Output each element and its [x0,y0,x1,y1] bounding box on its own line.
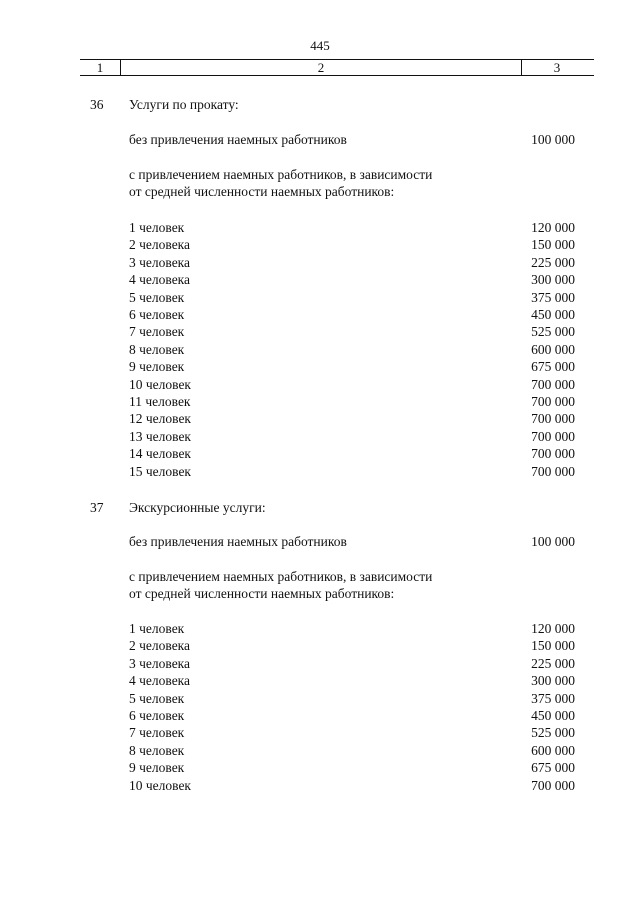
employee-count-value: 700 000 [531,394,575,409]
column-header-2: 2 [120,60,522,75]
employee-count-value: 375 000 [531,290,575,305]
employee-count-label: 8 человек [129,342,185,357]
employee-count-label: 1 человек [129,220,185,235]
employee-count-label: 9 человек [129,760,185,775]
employee-count-label: 10 человек [129,377,191,392]
employee-count-value: 525 000 [531,324,575,339]
employee-count-value: 150 000 [531,237,575,252]
section-number: 37 [90,500,104,515]
employee-count-value: 700 000 [531,429,575,444]
without-employees-value: 100 000 [531,132,575,147]
employee-count-label: 3 человека [129,255,191,270]
employee-count-value: 150 000 [531,638,575,653]
employee-count-value: 300 000 [531,673,575,688]
employee-count-label: 2 человека [129,638,191,653]
column-header-row [80,59,594,76]
without-employees-label: без привлечения наемных работников [129,132,347,147]
without-employees-label: без привлечения наемных работников [129,534,347,549]
employee-count-label: 15 человек [129,464,191,479]
employee-count-value: 675 000 [531,760,575,775]
with-employees-intro-line-2: от средней численности наемных работников: [129,586,395,601]
employee-count-label: 10 человек [129,778,191,793]
employee-count-label: 3 человека [129,656,191,671]
with-employees-intro-line-1: с привлечением наемных работников, в зависимости [129,167,433,182]
employee-count-value: 700 000 [531,778,575,793]
employee-count-value: 700 000 [531,411,575,426]
employee-count-label: 2 человека [129,237,191,252]
employee-count-value: 600 000 [531,743,575,758]
with-employees-intro-line-2: от средней численности наемных работников: [129,184,395,199]
employee-count-value: 700 000 [531,464,575,479]
employee-count-label: 9 человек [129,359,185,374]
employee-count-label: 6 человек [129,708,185,723]
employee-count-label: 12 человек [129,411,191,426]
employee-count-value: 600 000 [531,342,575,357]
employee-count-value: 225 000 [531,656,575,671]
employee-count-value: 525 000 [531,725,575,740]
section-title: Экскурсионные услуги: [129,500,266,515]
employee-count-label: 4 человека [129,272,191,287]
employee-count-label: 11 человек [129,394,191,409]
employee-count-value: 450 000 [531,307,575,322]
employee-count-label: 7 человек [129,324,185,339]
employee-count-value: 300 000 [531,272,575,287]
with-employees-intro-line-1: с привлечением наемных работников, в зависимости [129,569,433,584]
employee-count-label: 6 человек [129,307,185,322]
employee-count-label: 5 человек [129,691,185,706]
employee-count-value: 375 000 [531,691,575,706]
employee-count-label: 5 человек [129,290,185,305]
employee-count-label: 14 человек [129,446,191,461]
employee-count-value: 225 000 [531,255,575,270]
employee-count-label: 1 человек [129,621,185,636]
page-number: 445 [310,38,330,53]
section-number: 36 [90,97,104,112]
employee-count-value: 450 000 [531,708,575,723]
employee-count-value: 120 000 [531,220,575,235]
column-header-1: 1 [96,60,104,75]
employee-count-label: 4 человека [129,673,191,688]
employee-count-label: 13 человек [129,429,191,444]
employee-count-value: 675 000 [531,359,575,374]
employee-count-value: 700 000 [531,446,575,461]
section-title: Услуги по прокату: [129,97,239,112]
column-header-3: 3 [553,60,561,75]
employee-count-label: 7 человек [129,725,185,740]
without-employees-value: 100 000 [531,534,575,549]
employee-count-value: 700 000 [531,377,575,392]
employee-count-label: 8 человек [129,743,185,758]
employee-count-value: 120 000 [531,621,575,636]
